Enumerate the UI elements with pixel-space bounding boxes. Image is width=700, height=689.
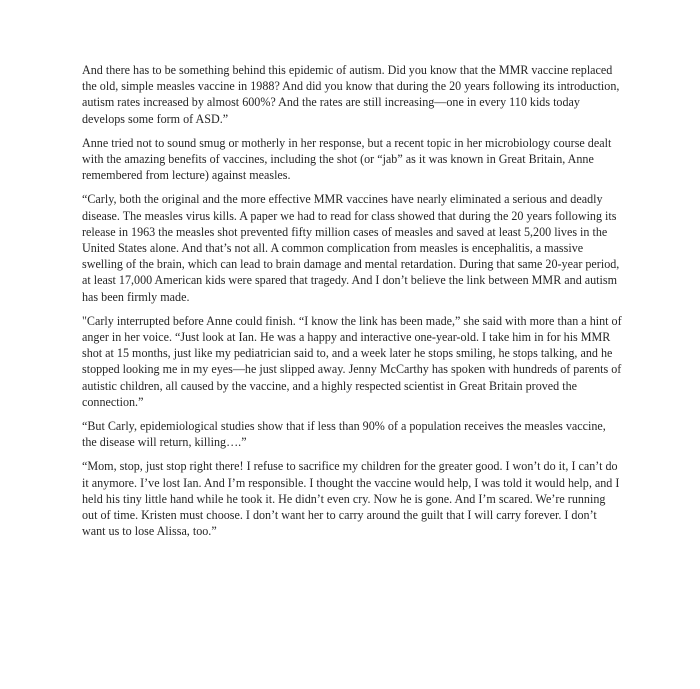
paragraph-carly-interrupts: "Carly interrupted before Anne could finish. “I know the link has been made,” she said with more than a hint of anger in her voice. “Just look at Ian. He was a happy and interactive one-year-old. I take him in for his MMR shot at 15 months, just like my pediatrician said to, and a week later he stops smiling, he stops talking, and he stopped looking me in my eyes—he just slipped away. Jenny McCarthy has spoken with hundreds of parents of autistic children, all caused by the vaccine, and a highly respected scientist in Great Britain proved the connection.” [82,313,622,409]
document-page [82,62,622,547]
paragraph-carly-refuses: “Mom, stop, just stop right there! I refuse to sacrifice my children for the greater good. I won’t do it, I can’t do it anymore. I’ve lost Ian. And I’m responsible. I thought the vaccine would help, I was told it would help, and I held his tiny little hand while he took it. He didn’t even cry. Now he is gone. And I’m scared. We’re running out of time. Kristen must choose. I don’t want her to carry around the guilt that I will carry forever. I don’t want us to lose Alissa, too.” [82,459,620,539]
paragraph-herd-immunity: “But Carly, epidemiological studies show that if less than 90% of a population receives the measles vaccine, the disease will return, killing….” [82,419,606,450]
paragraph-autism-epidemic: And there has to be something behind this epidemic of autism. Did you know that the MMR vaccine replaced the old, simple measles vaccine in 1988? And did you know that during the 20 years following its introduction, autism rates increased by almost 600%? And the rates are still increasing—one in every 110 kids today develops some form of ASD.” [82,63,620,126]
paragraph-anne-response: Anne tried not to sound smug or motherly in her response, but a recent topic in her microbiology course dealt with the amazing benefits of vaccines, including the shot (or “jab” as it was known in Great Britain, Anne remembered from lecture) against measles. [82,135,612,183]
paragraph-measles-benefits: “Carly, both the original and the more effective MMR vaccines have nearly eliminated a serious and deadly disease. The measles virus kills. A paper we had to read for class showed that during the 20 years following its release in 1963 the measles shot prevented fifty million cases of measles and saved at least 5,200 lives in the United States alone. And that’s not all. A common complication from measles is encephalitis, a massive swelling of the brain, which can lead to brain damage and mental retardation. During that same 20-year period, at least 17,000 American kids were spared that tragedy. And I don’t believe the link between MMR and autism has been firmly made. [82,192,620,304]
